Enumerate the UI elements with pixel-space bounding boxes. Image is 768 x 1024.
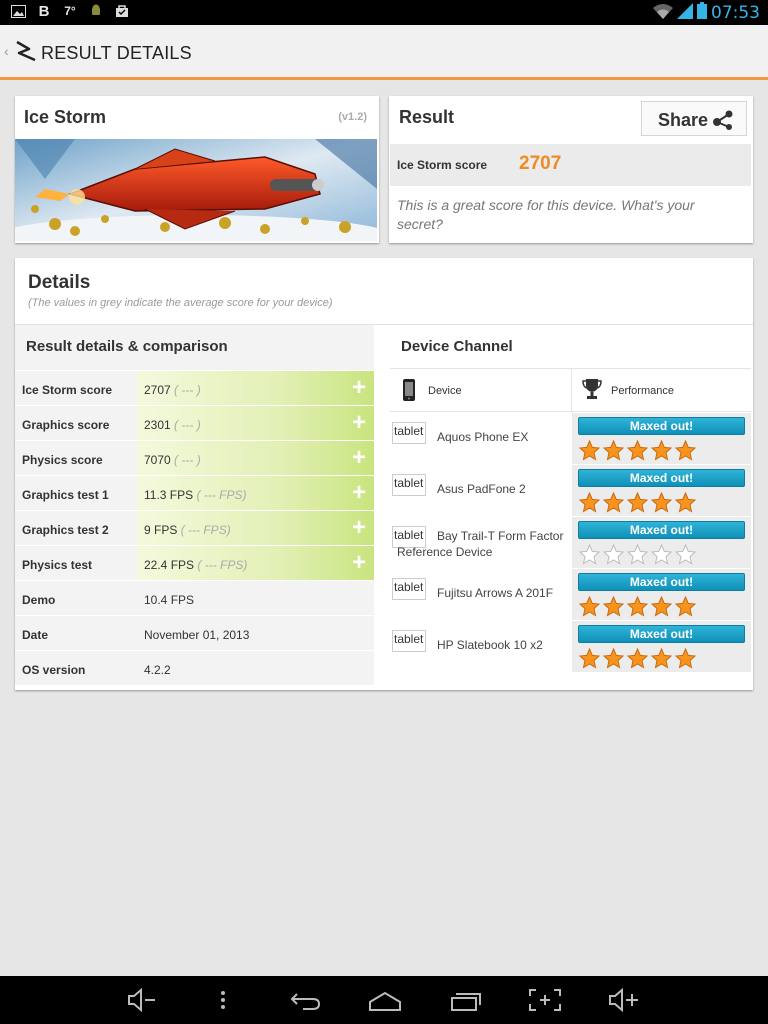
row-value <box>144 383 201 397</box>
recents-icon[interactable] <box>450 988 482 1017</box>
image-icon <box>10 3 26 19</box>
row-label: Demo <box>22 593 56 607</box>
star-icon <box>579 544 600 565</box>
row-label: OS version <box>22 663 86 677</box>
expand-plus-icon[interactable]: + <box>351 549 366 576</box>
list-item[interactable] <box>390 621 751 673</box>
back-icon[interactable] <box>289 988 321 1017</box>
b-icon: B <box>38 2 50 20</box>
row-value-text: 7070 <box>144 453 171 467</box>
status-bar <box>0 0 768 25</box>
chevron-left-icon[interactable]: ‹ <box>4 43 9 59</box>
star-icon <box>603 648 624 669</box>
star-rating <box>579 492 696 513</box>
action-bar <box>0 25 768 80</box>
device-name: Bay Trail-T Form Factor Reference Device <box>397 529 564 559</box>
row-label: Physics score <box>22 453 103 467</box>
row-value-text: 2301 <box>144 418 171 432</box>
star-icon <box>603 596 624 617</box>
star-icon <box>603 440 624 461</box>
clock: 07:53 <box>711 3 760 23</box>
row-value <box>144 628 249 642</box>
table-row[interactable] <box>15 545 374 580</box>
star-icon <box>651 648 672 669</box>
expand-plus-icon[interactable]: + <box>351 514 366 541</box>
battery-icon <box>697 2 707 24</box>
result-card <box>389 96 753 243</box>
page-title: RESULT DETAILS <box>41 43 192 63</box>
star-icon <box>675 596 696 617</box>
row-average: ( --- FPS) <box>197 558 248 572</box>
star-icon <box>603 544 624 565</box>
row-value-text: 2707 <box>144 383 171 397</box>
star-icon <box>675 492 696 513</box>
row-value-cell <box>137 441 374 475</box>
trophy-icon <box>582 377 602 406</box>
star-icon <box>627 440 648 461</box>
table-row[interactable] <box>15 405 374 440</box>
share-button[interactable] <box>641 101 747 136</box>
test-banner-image <box>15 139 377 241</box>
device-name: HP Slatebook 10 x2 <box>437 638 543 652</box>
table-row <box>15 580 374 615</box>
device-name: Asus PadFone 2 <box>437 482 526 496</box>
row-value-cell <box>137 651 374 685</box>
status-badge: Maxed out! <box>578 417 745 435</box>
row-value <box>144 593 194 607</box>
row-value <box>144 418 201 432</box>
row-average: ( --- ) <box>174 383 201 397</box>
device-cell <box>390 621 570 672</box>
row-value <box>144 488 246 502</box>
row-value-cell <box>137 616 374 650</box>
star-icon <box>675 440 696 461</box>
score-label: Ice Storm score <box>397 158 488 172</box>
wifi-icon <box>653 3 673 24</box>
row-value-text: 10.4 FPS <box>144 593 195 607</box>
device-name: Aquos Phone EX <box>437 430 529 444</box>
table-row[interactable] <box>15 370 374 405</box>
device-channel-columns <box>390 368 751 412</box>
row-label: Graphics score <box>22 418 110 432</box>
row-value-text: November 01, 2013 <box>144 628 250 642</box>
star-rating <box>579 440 696 461</box>
list-item[interactable] <box>390 569 751 621</box>
score-row <box>390 144 751 186</box>
menu-icon[interactable] <box>219 988 227 1017</box>
star-rating <box>579 596 696 617</box>
performance-cell <box>572 465 751 516</box>
star-rating <box>579 544 696 565</box>
star-icon <box>627 492 648 513</box>
row-average: ( --- ) <box>174 453 201 467</box>
row-label: Graphics test 2 <box>22 523 109 537</box>
row-value <box>144 453 201 467</box>
row-value-cell <box>137 581 374 615</box>
row-label: Ice Storm score <box>22 383 113 397</box>
device-cell <box>390 413 570 464</box>
device-type-badge: tablet <box>392 422 426 444</box>
star-icon <box>627 596 648 617</box>
status-badge: Maxed out! <box>578 521 745 539</box>
row-value-cell <box>137 406 374 440</box>
android-icon <box>88 3 104 19</box>
temperature-icon: 7° <box>64 4 76 18</box>
device-rows <box>390 413 751 673</box>
row-value-cell <box>137 371 374 405</box>
test-card <box>15 96 379 243</box>
device-channel-header: Device Channel <box>401 338 513 355</box>
row-value-cell <box>137 476 374 510</box>
table-row[interactable] <box>15 440 374 475</box>
star-icon <box>651 596 672 617</box>
table-row <box>15 650 374 685</box>
row-average: ( --- FPS) <box>180 523 231 537</box>
star-icon <box>651 440 672 461</box>
device-cell <box>390 517 570 568</box>
status-badge: Maxed out! <box>578 625 745 643</box>
row-value-text: 4.2.2 <box>144 663 171 677</box>
table-row[interactable] <box>15 510 374 545</box>
list-item[interactable] <box>390 413 751 465</box>
phone-icon <box>402 378 416 407</box>
test-version: (v1.2) <box>338 111 367 123</box>
comparison-header: Result details & comparison <box>26 338 228 355</box>
test-name: Ice Storm <box>24 107 107 127</box>
row-value-text: 11.3 FPS <box>144 488 194 502</box>
performance-cell <box>572 621 751 672</box>
star-icon <box>651 492 672 513</box>
score-comment: This is a great score for this device. What's your secret? <box>397 197 695 232</box>
bag-icon <box>114 3 130 19</box>
star-rating <box>579 648 696 669</box>
device-name: Fujitsu Arrows A 201F <box>437 586 554 600</box>
column-device: Device <box>428 385 462 397</box>
row-value-text: 22.4 FPS <box>144 558 195 572</box>
navigation-bar <box>0 976 768 1024</box>
share-label: Share <box>658 110 709 130</box>
home-icon[interactable] <box>368 988 402 1017</box>
device-type-badge: tablet <box>392 630 426 652</box>
performance-cell <box>572 517 751 568</box>
expand-plus-icon[interactable]: + <box>351 444 366 471</box>
device-type-badge: tablet <box>392 526 426 548</box>
row-label: Physics test <box>22 558 93 572</box>
screenshot-icon[interactable] <box>528 988 562 1017</box>
device-channel-section <box>390 325 751 685</box>
expand-plus-icon[interactable]: + <box>351 374 366 401</box>
row-average: ( --- FPS) <box>196 488 247 502</box>
details-card <box>15 258 753 690</box>
performance-cell <box>572 569 751 620</box>
row-value-text: 9 FPS <box>144 523 178 537</box>
table-row[interactable] <box>15 475 374 510</box>
star-icon <box>579 492 600 513</box>
result-title: Result <box>399 107 455 127</box>
row-value-cell <box>137 546 374 580</box>
device-type-badge: tablet <box>392 578 426 600</box>
star-icon <box>627 648 648 669</box>
list-item[interactable] <box>390 517 751 569</box>
list-item[interactable] <box>390 465 751 517</box>
column-performance: Performance <box>611 385 674 397</box>
star-icon <box>579 596 600 617</box>
star-icon <box>579 648 600 669</box>
expand-plus-icon[interactable]: + <box>351 409 366 436</box>
row-value-cell <box>137 511 374 545</box>
device-cell <box>390 569 570 620</box>
star-icon <box>627 544 648 565</box>
details-title: Details <box>28 272 91 293</box>
volume-up-icon[interactable] <box>608 988 640 1017</box>
comparison-rows <box>15 370 374 685</box>
row-value <box>144 523 231 537</box>
star-icon <box>579 440 600 461</box>
expand-plus-icon[interactable]: + <box>351 479 366 506</box>
star-icon <box>603 492 624 513</box>
app-logo-icon[interactable] <box>15 39 37 63</box>
star-icon <box>675 544 696 565</box>
status-badge: Maxed out! <box>578 469 745 487</box>
device-type-badge: tablet <box>392 474 426 496</box>
row-label: Date <box>22 628 49 642</box>
star-icon <box>651 544 672 565</box>
comparison-section <box>15 325 374 685</box>
device-cell <box>390 465 570 516</box>
star-icon <box>675 648 696 669</box>
row-value <box>144 558 247 572</box>
performance-cell <box>572 413 751 464</box>
details-subtitle: (The values in grey indicate the average score for your device) <box>28 297 333 309</box>
row-value <box>144 663 171 677</box>
share-icon <box>712 110 734 130</box>
row-label: Graphics test 1 <box>22 488 109 502</box>
volume-down-icon[interactable] <box>127 988 157 1017</box>
signal-icon <box>677 3 693 24</box>
column-divider <box>571 369 572 413</box>
status-badge: Maxed out! <box>578 573 745 591</box>
row-average: ( --- ) <box>174 418 201 432</box>
table-row <box>15 615 374 650</box>
score-value: 2707 <box>519 153 562 174</box>
